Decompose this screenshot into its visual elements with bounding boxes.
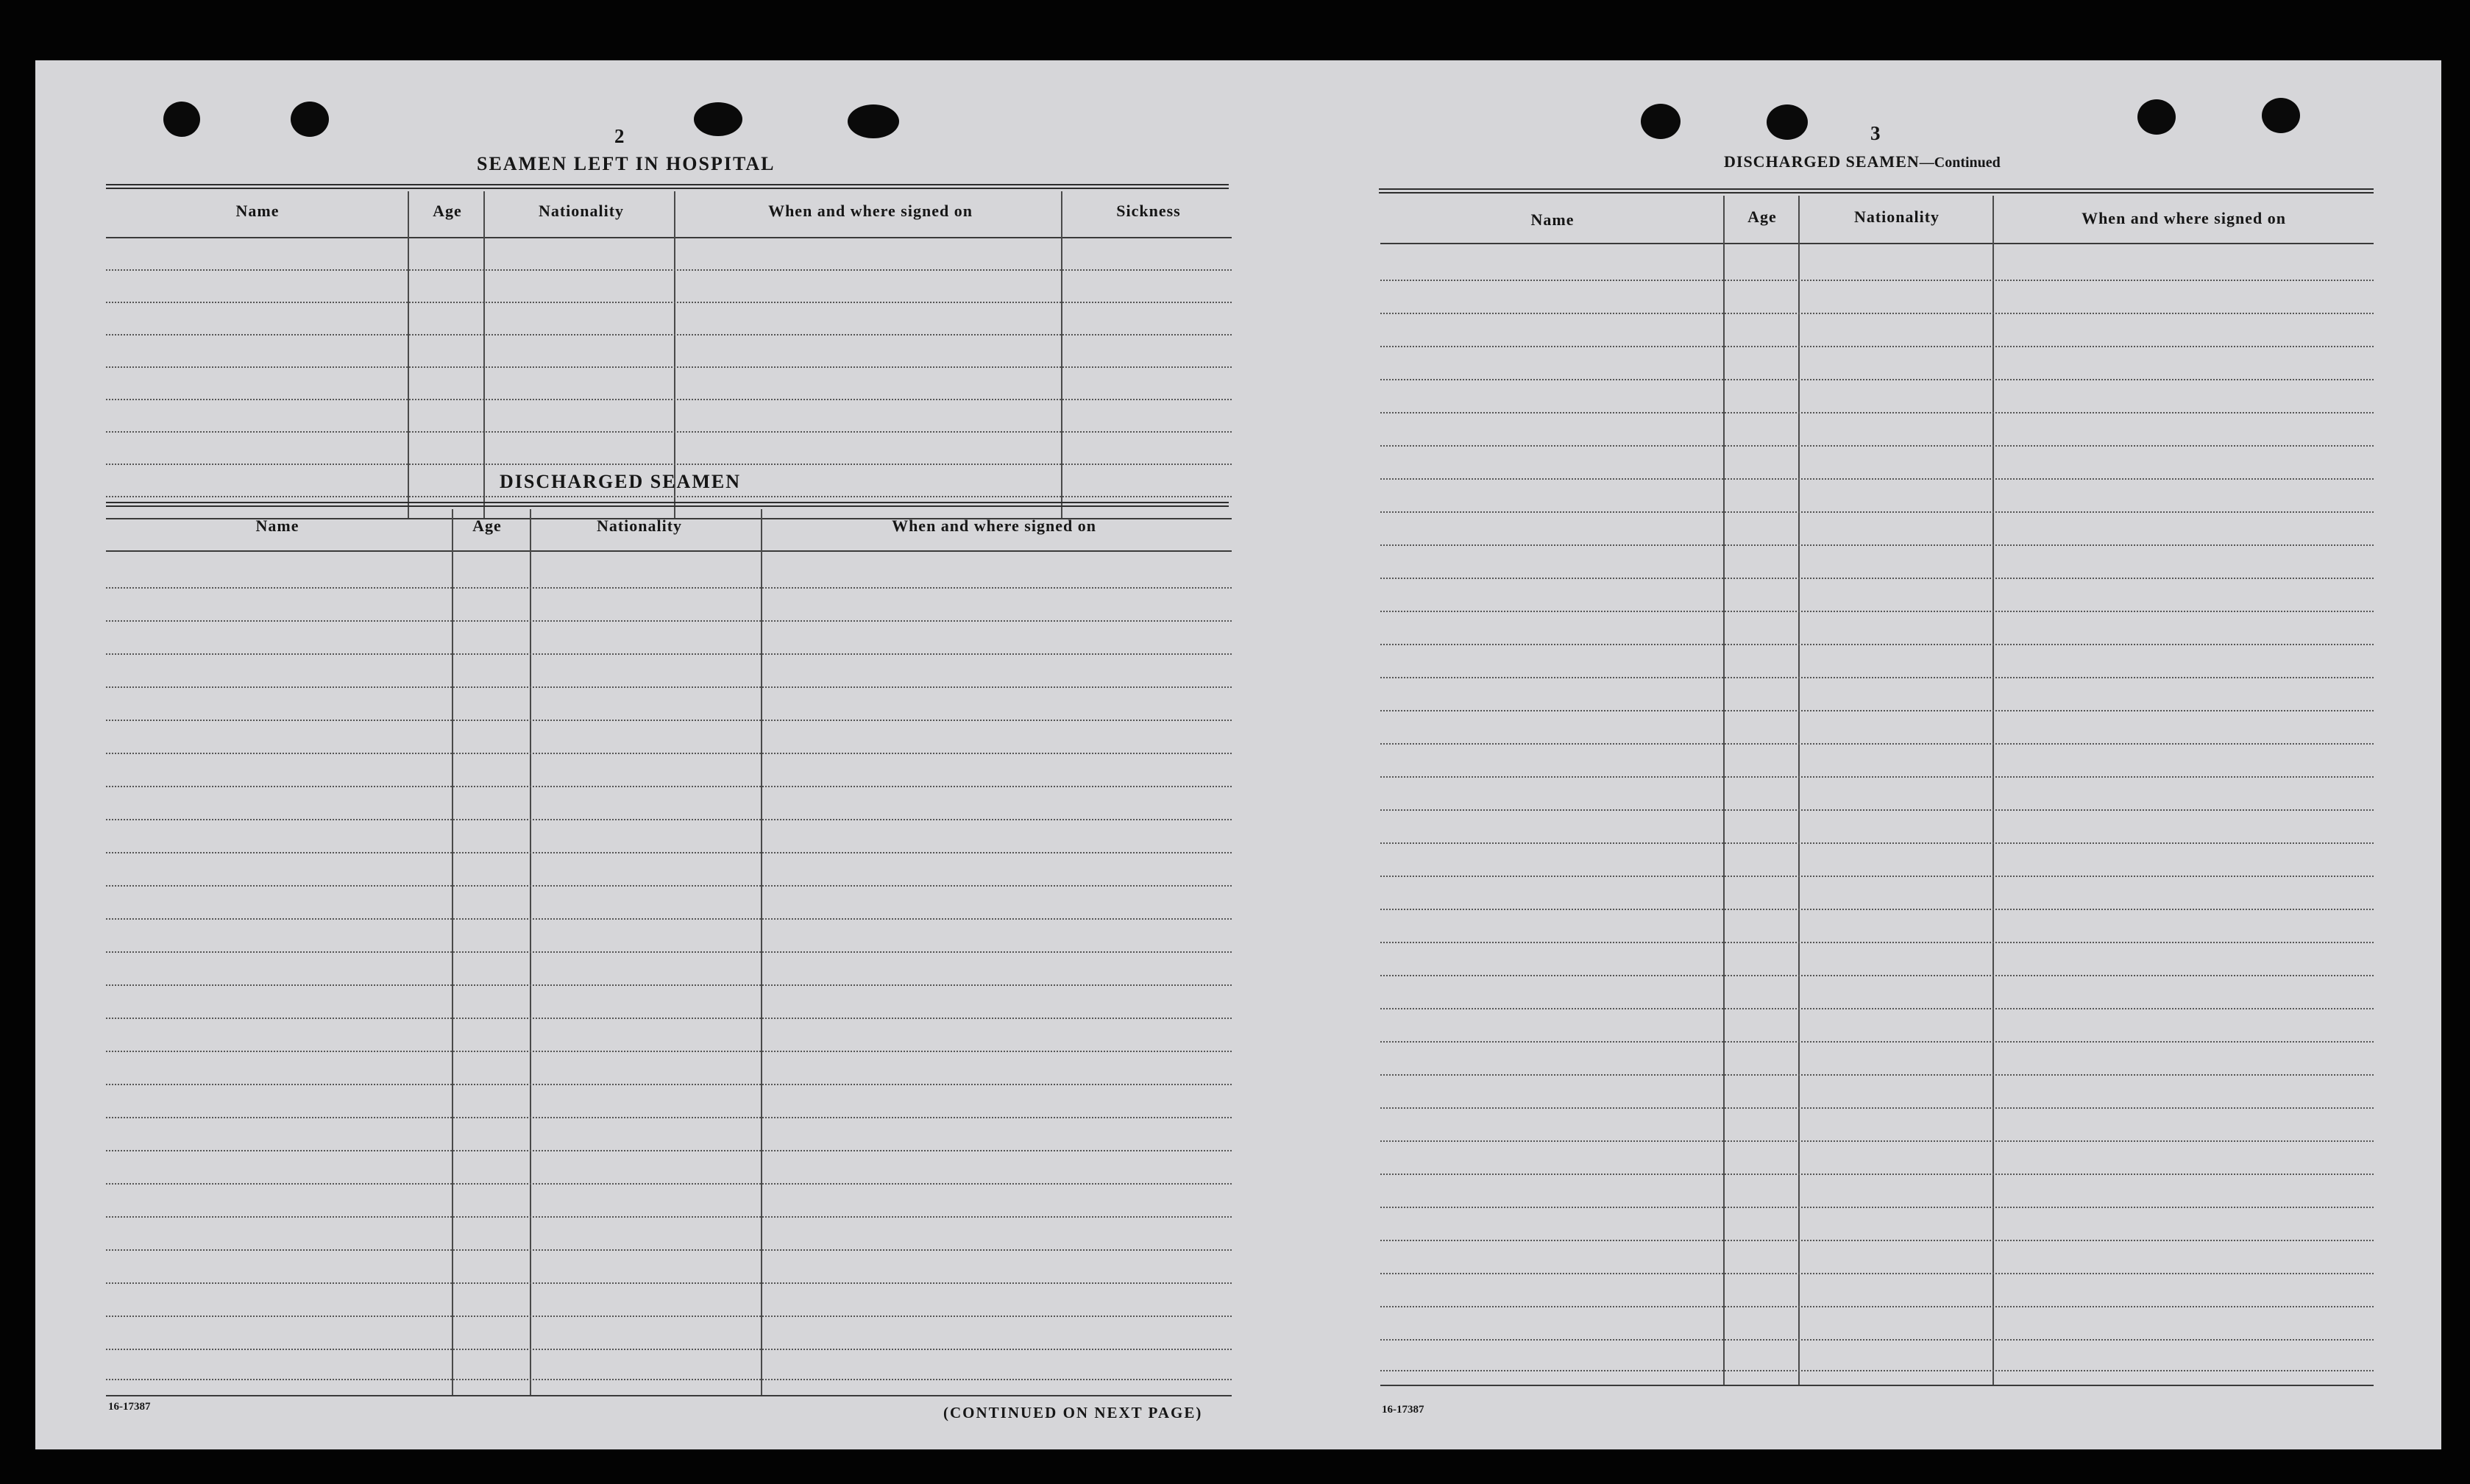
header-rule	[1380, 243, 2374, 244]
column-header-signed-on: When and where signed on	[768, 202, 973, 220]
table-row	[1380, 876, 2374, 877]
column-header-name: Name	[255, 516, 299, 535]
table-row	[106, 399, 1232, 400]
table-row	[1380, 611, 2374, 612]
page-number: 3	[1870, 122, 1881, 144]
continued-note: (CONTINUED ON NEXT PAGE)	[943, 1404, 1203, 1421]
punch-hole	[1641, 104, 1681, 139]
table-row	[1380, 1306, 2374, 1307]
table-row	[106, 1084, 1232, 1085]
table-row	[1380, 445, 2374, 447]
table-row	[1380, 842, 2374, 844]
table-row	[1380, 280, 2374, 281]
table-row	[106, 819, 1232, 820]
form-code: 16-17387	[108, 1401, 151, 1413]
table-row	[106, 852, 1232, 853]
column-header-name: Name	[235, 202, 280, 220]
section-rule	[1379, 188, 2374, 194]
column-header-nationality: Nationality	[1853, 207, 1940, 226]
punch-hole	[163, 102, 200, 137]
punch-hole	[848, 104, 899, 138]
table-row	[1380, 1174, 2374, 1175]
table-row	[106, 1282, 1232, 1284]
table-row	[1380, 776, 2374, 778]
table-row	[1380, 1370, 2374, 1371]
punch-hole	[694, 102, 742, 136]
punch-hole	[2137, 99, 2176, 135]
column-header-nationality: Nationality	[538, 202, 625, 220]
punch-hole	[291, 102, 329, 137]
table-row	[1380, 1140, 2374, 1142]
table-row	[106, 1216, 1232, 1218]
section-title-main: DISCHARGED SEAMEN	[1724, 152, 1920, 171]
table-row	[106, 984, 1232, 986]
table-row	[106, 587, 1232, 589]
table-row	[1380, 677, 2374, 678]
table-row	[1380, 1074, 2374, 1076]
table-row	[1380, 1240, 2374, 1241]
table-row	[1380, 710, 2374, 711]
table-row	[106, 269, 1232, 271]
table-row	[106, 653, 1232, 655]
table-row	[106, 464, 1232, 465]
table-row	[1380, 412, 2374, 413]
column-header-age: Age	[433, 202, 462, 220]
column-divider	[761, 509, 762, 1396]
table-row	[1380, 975, 2374, 976]
page-number: 2	[614, 125, 625, 147]
table-row	[106, 753, 1232, 754]
column-divider	[452, 509, 453, 1396]
column-header-age: Age	[472, 516, 502, 535]
column-header-signed-on: When and where signed on	[2082, 209, 2286, 227]
table-row	[106, 1051, 1232, 1052]
section-rule	[106, 502, 1229, 507]
table-row	[1380, 313, 2374, 314]
table-row	[106, 1379, 1232, 1380]
table-row	[1380, 1008, 2374, 1009]
discharged-continued-title	[1724, 152, 2001, 171]
section-rule	[106, 184, 1229, 189]
table-row	[1380, 1273, 2374, 1274]
table-row	[106, 496, 1232, 497]
document-sheet	[35, 60, 2441, 1449]
table-row	[1380, 1107, 2374, 1109]
table-row	[106, 951, 1232, 953]
column-header-name: Name	[1530, 210, 1575, 229]
table-row	[1380, 909, 2374, 910]
table-row	[106, 1183, 1232, 1185]
column-divider	[1061, 191, 1062, 519]
table-row	[106, 786, 1232, 787]
table-row	[106, 1150, 1232, 1151]
punch-hole	[1767, 104, 1808, 140]
table-row	[106, 720, 1232, 721]
table-row	[106, 1249, 1232, 1251]
table-row	[106, 885, 1232, 887]
discharged-section-title: DISCHARGED SEAMEN	[500, 471, 741, 492]
table-row	[106, 686, 1232, 688]
table-row	[1380, 379, 2374, 380]
column-header-age: Age	[1747, 207, 1777, 226]
column-divider	[483, 191, 485, 519]
table-row	[1380, 478, 2374, 480]
column-header-sickness: Sickness	[1116, 202, 1181, 220]
table-row	[1380, 809, 2374, 811]
table-row	[1380, 1041, 2374, 1043]
header-rule	[106, 237, 1232, 238]
table-row	[1380, 1339, 2374, 1341]
table-bottom-rule	[1380, 1385, 2374, 1386]
section-title-suffix: —Continued	[1919, 155, 2001, 171]
table-row	[1380, 544, 2374, 546]
form-code: 16-17387	[1382, 1404, 1424, 1416]
table-row	[106, 620, 1232, 622]
table-row	[106, 431, 1232, 433]
hospital-section-title: SEAMEN LEFT IN HOSPITAL	[477, 153, 776, 174]
table-row	[106, 1316, 1232, 1317]
table-row	[1380, 942, 2374, 943]
column-divider	[530, 509, 531, 1396]
table-row	[1380, 511, 2374, 513]
table-row	[1380, 578, 2374, 579]
column-divider	[408, 191, 409, 519]
punch-hole	[2262, 98, 2300, 133]
header-rule	[106, 550, 1232, 552]
table-row	[106, 918, 1232, 920]
table-row	[106, 1117, 1232, 1118]
table-row	[1380, 1207, 2374, 1208]
table-bottom-rule	[106, 1395, 1232, 1396]
table-row	[1380, 644, 2374, 645]
table-row	[1380, 346, 2374, 347]
table-row	[106, 302, 1232, 303]
table-row	[106, 334, 1232, 336]
column-header-nationality: Nationality	[596, 516, 683, 535]
column-header-signed-on: When and where signed on	[892, 516, 1096, 535]
table-row	[106, 1349, 1232, 1350]
table-row	[106, 1018, 1232, 1019]
table-row	[106, 366, 1232, 368]
table-row	[1380, 743, 2374, 745]
